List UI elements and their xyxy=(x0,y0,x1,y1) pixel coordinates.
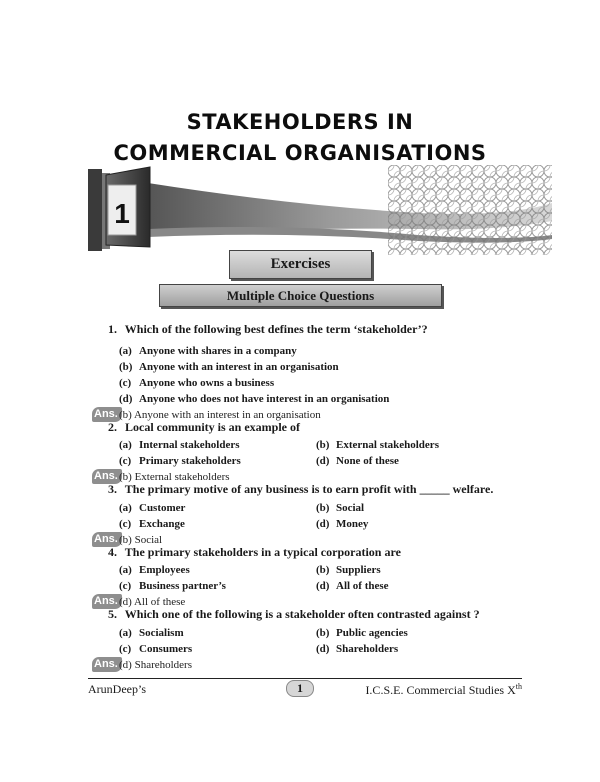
question-1 xyxy=(108,322,428,337)
q4-option-d: (d) All of these xyxy=(316,580,389,592)
q2-option-a: (a) Internal stakeholders xyxy=(119,439,240,451)
question-2 xyxy=(108,420,300,435)
question-text: The primary motive of any business is to earn profit with _____ welfare. xyxy=(124,482,494,496)
question-5 xyxy=(108,607,480,622)
chapter-title-line-2: COMMERCIAL ORGANISATIONS xyxy=(113,141,487,165)
q1-option-b: (b) Anyone with an interest in an organisation xyxy=(119,361,339,373)
question-3 xyxy=(108,482,493,497)
q3-option-a: (a) Customer xyxy=(119,502,186,514)
ans-badge: Ans. xyxy=(92,657,122,672)
question-text: The primary stakeholders in a typical corporation are xyxy=(124,545,401,559)
q1-option-c: (c) Anyone who owns a business xyxy=(119,377,275,389)
exercises-heading: Exercises xyxy=(229,250,372,279)
question-text: Local community is an example of xyxy=(125,420,300,434)
q5-option-d: (d) Shareholders xyxy=(316,643,399,655)
q1-option-d: (d) Anyone who does not have interest in an organisation xyxy=(119,393,390,405)
footer-superscript: th xyxy=(515,682,522,691)
ans-badge: Ans. xyxy=(92,469,122,484)
footer-book-title: I.C.S.E. Commercial Studies Xth xyxy=(365,682,522,697)
question-text: Which one of the following is a stakeholder often contrasted against ? xyxy=(124,607,480,621)
question-number: 5. xyxy=(108,607,117,621)
chapter-title-line-1: STAKEHOLDERS IN xyxy=(186,110,414,134)
ans-badge: Ans. xyxy=(92,594,122,609)
q5-option-a: (a) Socialism xyxy=(119,627,184,639)
q3-option-b: (b) Social xyxy=(316,502,365,514)
question-number: 4. xyxy=(108,545,117,559)
page-number: 1 xyxy=(286,680,314,697)
question-text: Which of the following best defines the term ‘stakeholder’? xyxy=(124,322,428,336)
q3-option-d: (d) Money xyxy=(316,518,369,530)
q3-option-c: (c) Exchange xyxy=(119,518,185,530)
q4-option-a: (a) Employees xyxy=(119,564,190,576)
footer-publisher: ArunDeep’s xyxy=(88,682,146,696)
q5-option-b: (b) Public agencies xyxy=(316,627,408,639)
question-number: 1. xyxy=(108,322,117,336)
question-4 xyxy=(108,545,401,560)
banner-lattice xyxy=(388,165,552,255)
q1-option-a: (a) Anyone with shares in a company xyxy=(119,345,297,357)
chapter-number: 1 xyxy=(114,198,130,229)
question-number: 3. xyxy=(108,482,117,496)
chapter-banner xyxy=(88,165,552,255)
ans-badge: Ans. xyxy=(92,407,122,422)
q2-option-b: (b) External stakeholders xyxy=(316,439,439,451)
q4-option-c: (c) Business partner’s xyxy=(119,580,226,592)
question-number: 2. xyxy=(108,420,117,434)
ans-badge: Ans. xyxy=(92,532,122,547)
q2-option-c: (c) Primary stakeholders xyxy=(119,455,241,467)
door-frame xyxy=(88,169,102,251)
mcq-heading: Multiple Choice Questions xyxy=(159,284,442,307)
q5-option-c: (c) Consumers xyxy=(119,643,193,655)
q4-option-b: (b) Suppliers xyxy=(316,564,381,576)
q2-option-d: (d) None of these xyxy=(316,455,399,467)
footer-divider xyxy=(88,678,522,679)
